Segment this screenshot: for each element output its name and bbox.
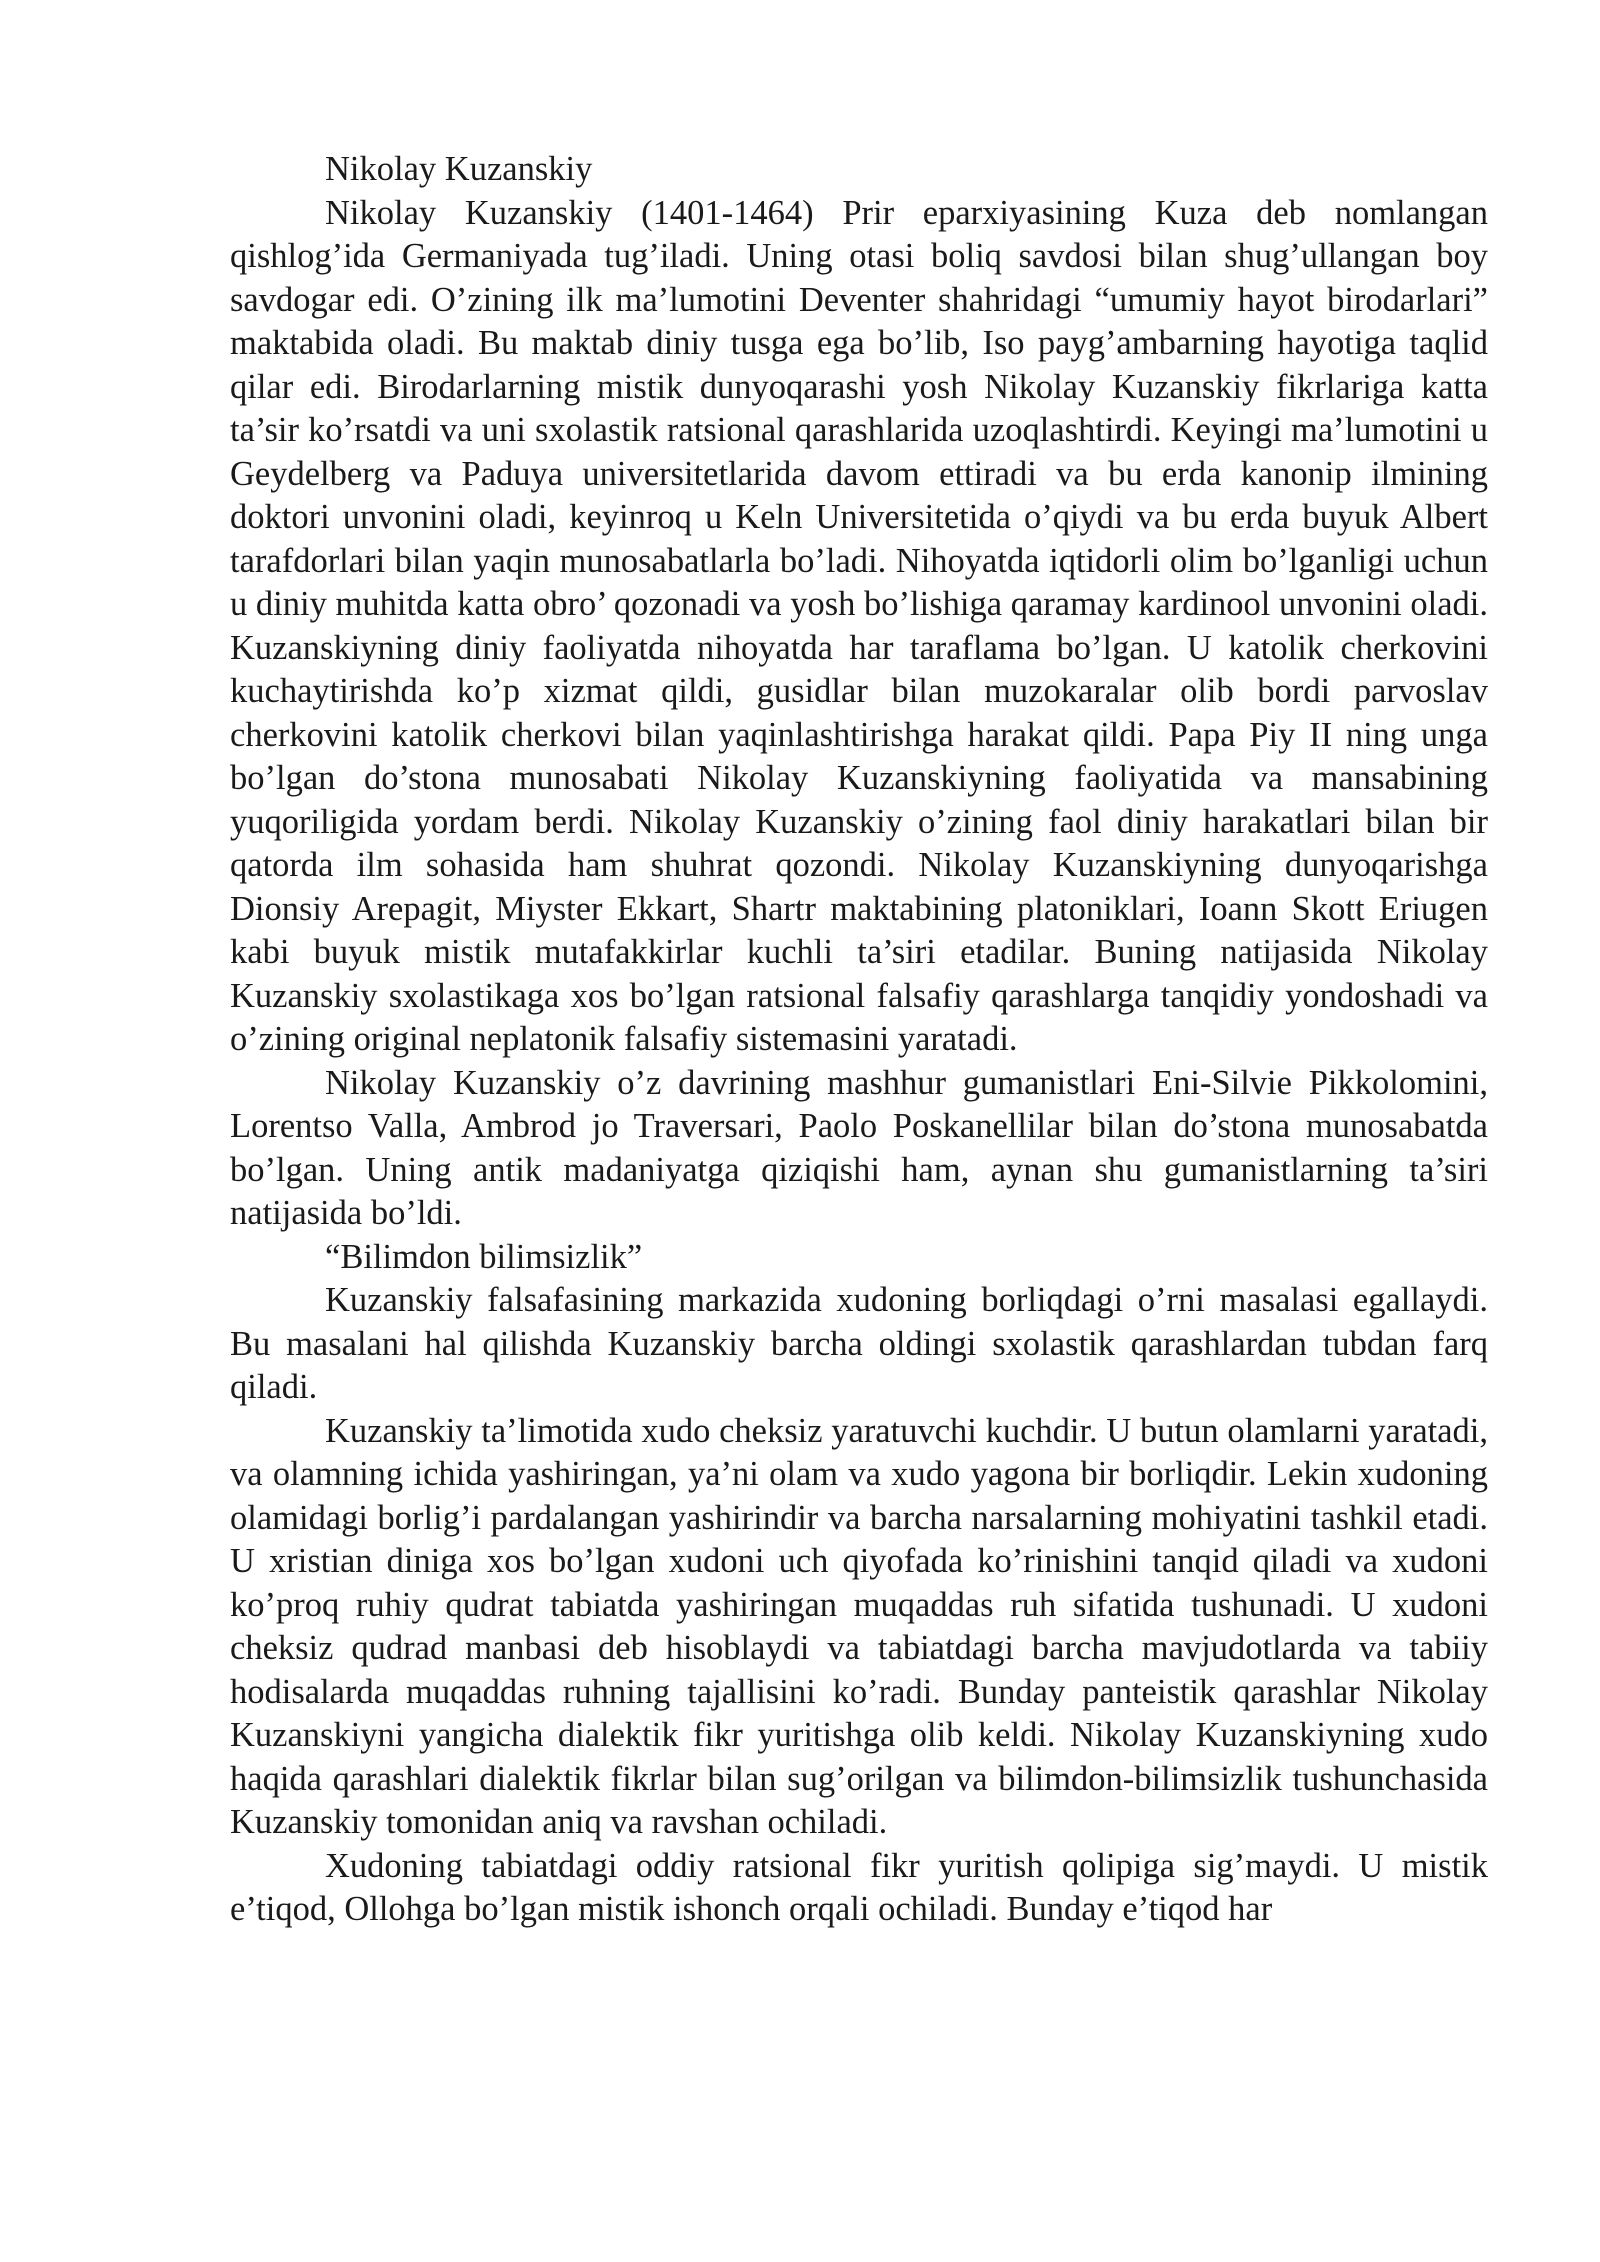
paragraph-biography: Nikolay Kuzanskiy (1401-1464) Prir eparxiyasining Kuza deb nomlangan qishlog’ida Germaniyada tug’iladi. Uning otasi boliq savdosi bilan shug’ullangan boy savdogar edi. O’zining ilk ma’lumotini Deventer shahridagi “umumiy hayot birodarlari” maktabida oladi. Bu maktab diniy tusga ega bo’lib, Iso payg’ambarning hayotiga taqlid qilar edi. Birodarlarning mistik dunyoqarashi yosh Nikolay Kuzanskiy fikrlariga katta ta’sir ko’rsatdi va uni sxolastik ratsional qarashlarida uzoqlashtirdi. Keyingi ma’lumotini u Geydelberg va Paduya universitetlarida davom ettiradi va bu erda kanonip ilmining doktori unvonini oladi, keyinroq u Keln Universitetida o’qiydi va bu erda buyuk Albert tarafdorlari bilan yaqin munosabatlarla bo’ladi. Nihoyatda iqtidorli olim bo’lganligi uchun u diniy muhitda katta obro’ qozonadi va yosh bo’lishiga qaramay kardinool unvonini oladi. Kuzanskiyning diniy faoliyatda nihoyatda har taraflama bo’lgan. U katolik cherkovini kuchaytirishda ko’p xizmat qildi, gusidlar bilan muzokaralar olib bordi parvoslav cherkovini katolik cherkovi bilan yaqinlashtirishga harakat qildi. Papa Piy II ning unga bo’lgan do’stona munosabati Nikolay Kuzanskiyning faoliyatida va mansabining yuqoriligida yordam berdi. Nikolay Kuzanskiy o’zining faol diniy harakatlari bilan bir qatorda ilm sohasida ham shuhrat qozondi. Nikolay Kuzanskiyning dunyoqarishga Dionsiy Arepagit, Miyster Ekkart, Shartr maktabining platoniklari, Ioann Skott Eriugen kabi buyuk mistik mutafakkirlar kuchli ta’siri etadilar. Buning natijasida Nikolay Kuzanskiy sxolastikaga xos bo’lgan ratsional falsafiy qarashlarga tanqidiy yondoshadi va o’zining original neplatonik falsafiy sistemasini yaratadi.: [230, 193, 1488, 1058]
paragraph-god-as-creator: Kuzanskiy ta’limotida xudo cheksiz yaratuvchi kuchdir. U butun olamlarni yaratadi, va olamning ichida yashiringan, ya’ni olam va xudo yagona bir borliqdir. Lekin xudoning olamidagi borlig’i pardalangan yashirindir va barcha narsalarning mohiyatini tashkil etadi. U xristian diniga xos bo’lgan xudoni uch qiyofada ko’rinishini tanqid qiladi va xudoni ko’proq ruhiy qudrat tabiatda yashiringan muqaddas ruh sifatida tushunadi. U xudoni cheksiz qudrad manbasi deb hisoblaydi va tabiatdagi barcha mavjudotlarda va tabiiy hodisalarda muqaddas ruhning tajallisini ko’radi. Bunday panteistik qarashlar Nikolay Kuzanskiyni yangicha dialektik fikr yuritishga olib keldi. Nikolay Kuzanskiyning xudo haqida qarashlari dialektik fikrlar bilan sug’orilgan va bilimdon-bilimsizlik tushunchasida Kuzanskiy tomonidan aniq va ravshan ochiladi.: [230, 1411, 1488, 1841]
document-page: [230, 148, 1488, 1932]
section-subtitle: “Bilimdon bilimsizlik”: [325, 1237, 643, 1276]
document-title: Nikolay Kuzanskiy: [325, 150, 593, 188]
paragraph-mystic-faith: Xudoning tabiatdagi oddiy ratsional fikr yuritish qolipiga sig’maydi. U mistik e’tiqod, Ollohga bo’lgan mistik ishonch orqali ochiladi. Bunday e’tiqod har: [230, 1846, 1488, 1928]
paragraph-humanists: Nikolay Kuzanskiy o’z davrining mashhur gumanistlari Eni-Silvie Pikkolomini, Lorentso Valla, Ambrod jo Traversari, Paolo Poskanellilar bilan do’stona munosabatda bo’lgan. Uning antik madaniyatga qiziqishi ham, aynan shu gumanistlarning ta’siri natijasida bo’ldi.: [230, 1063, 1488, 1232]
paragraph-center-of-philosophy: Kuzanskiy falsafasining markazida xudoning borliqdagi o’rni masalasi egallaydi. Bu masalani hal qilishda Kuzanskiy barcha oldingi sxolastik qarashlardan tubdan farq qiladi.: [230, 1281, 1488, 1406]
